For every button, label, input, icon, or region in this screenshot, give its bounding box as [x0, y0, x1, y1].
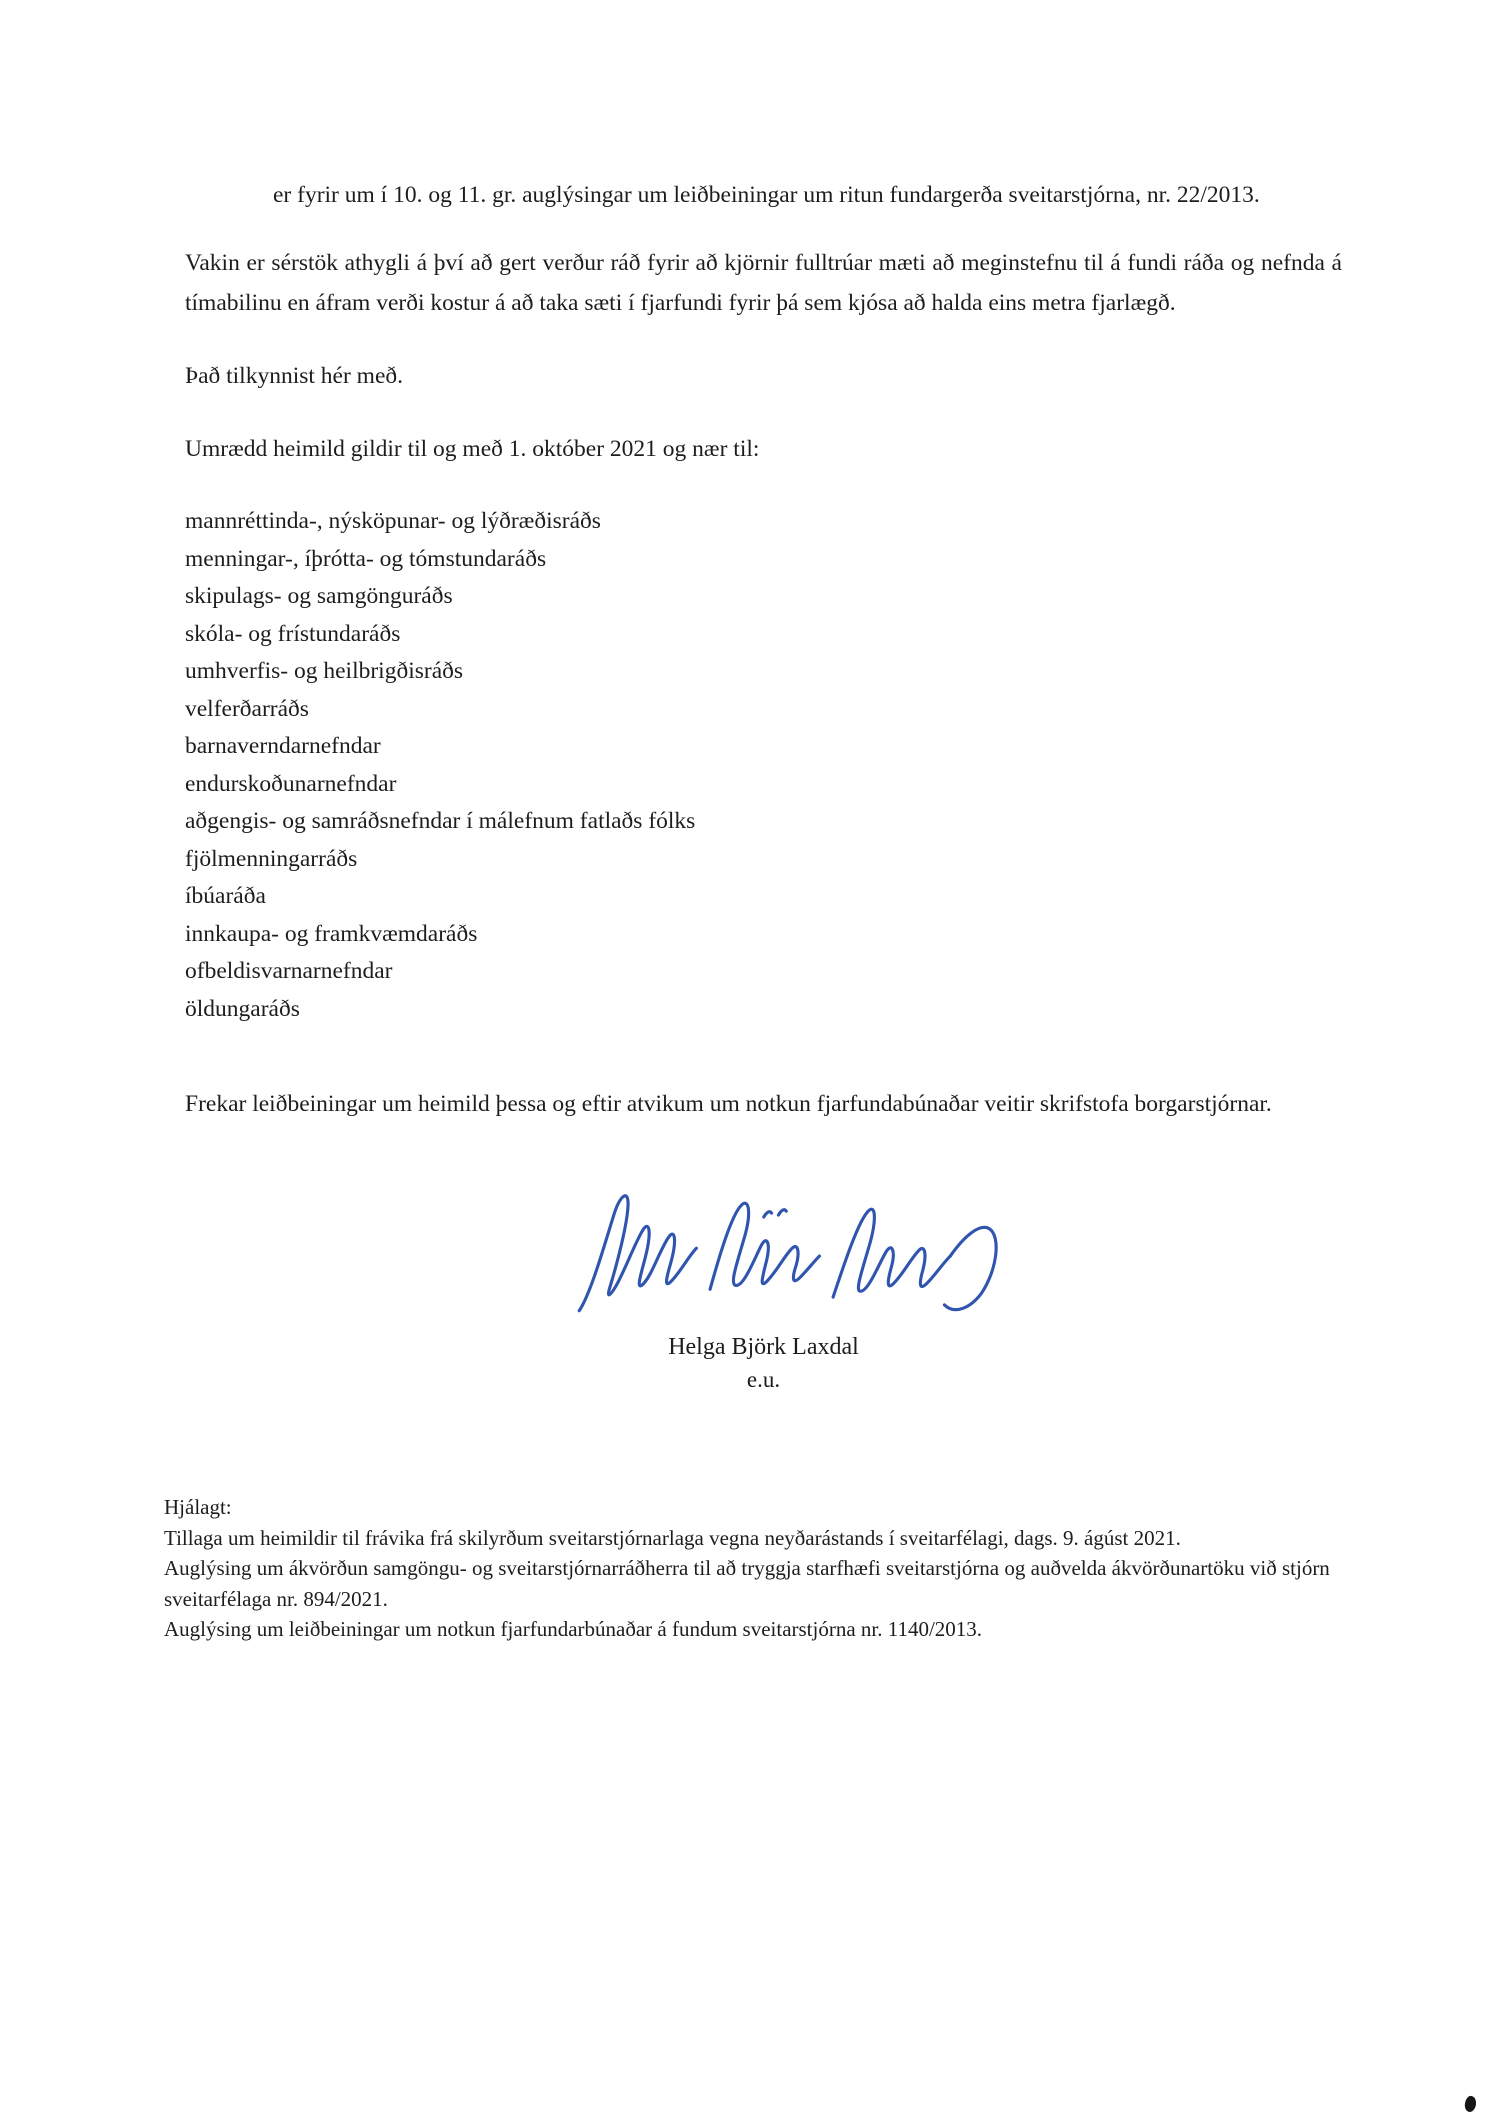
council-list-item: barnaverndarnefndar: [185, 733, 381, 759]
signature-block: [185, 1176, 1342, 1396]
announcement-paragraph: Það tilkynnist hér með.: [185, 363, 404, 389]
council-list-item: skóla- og frístundaráðs: [185, 620, 401, 647]
council-list-item: mannréttinda-, nýsköpunar- og lýðræðisráðs: [185, 508, 601, 534]
signer-name: Helga Björk Laxdal: [668, 1334, 859, 1360]
council-list-item: velferðarráðs: [185, 695, 309, 722]
attachment-item: Auglýsing um leiðbeiningar um notkun fjarfundarbúnaðar á fundum sveitarstjórna nr. 1140/2013.: [164, 1617, 983, 1641]
council-list-item: umhverfis- og heilbrigðisráðs: [185, 658, 464, 684]
council-list-item: endurskoðunarnefndar: [185, 770, 397, 797]
council-list-item: menningar-, íþrótta- og tómstundaráðs: [185, 545, 547, 572]
council-list-item: innkaupa- og framkvæmdaráðs: [185, 920, 478, 947]
validity-paragraph: Umrædd heimild gildir til og með 1. október 2021 og nær til:: [185, 436, 760, 462]
council-list-item: ofbeldisvarnarnefndar: [185, 958, 393, 984]
intro-continuation-paragraph: er fyrir um í 10. og 11. gr. auglýsingar um leiðbeiningar um ritun fundargerða sveitarstjórna, nr. 22/2013.: [273, 182, 1260, 208]
council-list-item: öldungaráðs: [185, 995, 300, 1022]
attachments-heading: Hjálagt:: [164, 1495, 232, 1519]
council-list-item: fjölmenningarráðs: [185, 845, 358, 872]
scan-artifact: [1463, 2095, 1478, 2113]
notice-paragraph: Vakin er sérstök athygli á því að gert verður ráð fyrir að kjörnir fulltrúar mæti að meginstefnu til á fundi ráða og nefnda á tímabilinu en áfram verði kostur á að taka sæti í fjarfundi fyrir þá sem kjósa að halda eins metra fjarlægð.: [185, 250, 1342, 316]
council-list: [185, 503, 1342, 1028]
council-list-item: skipulags- og samgönguráðs: [185, 583, 453, 609]
attachment-item: Auglýsing um ákvörðun samgöngu- og sveitarstjórnarráðherra til að tryggja starfhæfi sveitarstjórna og auðvelda ákvörðunartöku við stjórn sveitarfélaga nr. 894/2021.: [164, 1556, 1330, 1611]
handwritten-signature-ink: [570, 1176, 1022, 1342]
council-list-item: aðgengis- og samráðsnefndar í málefnum fatlaðs fólks: [185, 808, 696, 834]
signer-title: e.u.: [746, 1367, 781, 1392]
council-list-item: íbúaráða: [185, 883, 266, 909]
attachment-item: Tillaga um heimildir til frávika frá skilyrðum sveitarstjórnarlaga vegna neyðarástands í sveitarfélagi, dags. 9. ágúst 2021.: [164, 1525, 1181, 1550]
attachments-section: [164, 1492, 1359, 1645]
closing-paragraph: Frekar leiðbeiningar um heimild þessa og eftir atvikum um notkun fjarfundabúnaðar veitir skrifstofa borgarstjórnar.: [185, 1091, 1272, 1117]
